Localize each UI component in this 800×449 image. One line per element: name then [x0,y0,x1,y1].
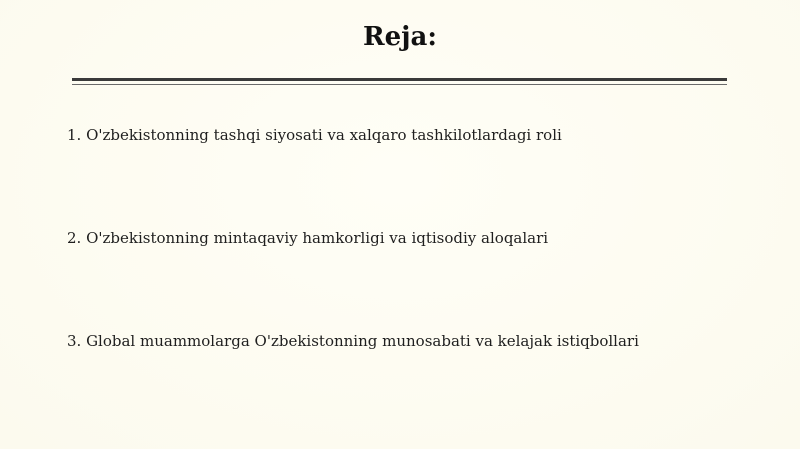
divider-thick-line [72,78,727,81]
plan-item-1: 1. O'zbekistonning tashqi siyosati va xalqaro tashkilotlardagi roli [67,126,562,144]
divider-thin-line [72,84,727,85]
plan-item-3: 3. Global muammolarga O'zbekistonning munosabati va kelajak istiqbollari [67,332,639,350]
title-divider [72,78,727,86]
plan-item-2: 2. O'zbekistonning mintaqaviy hamkorligi va iqtisodiy aloqalari [67,229,549,247]
slide-title: Reja: [362,22,437,52]
